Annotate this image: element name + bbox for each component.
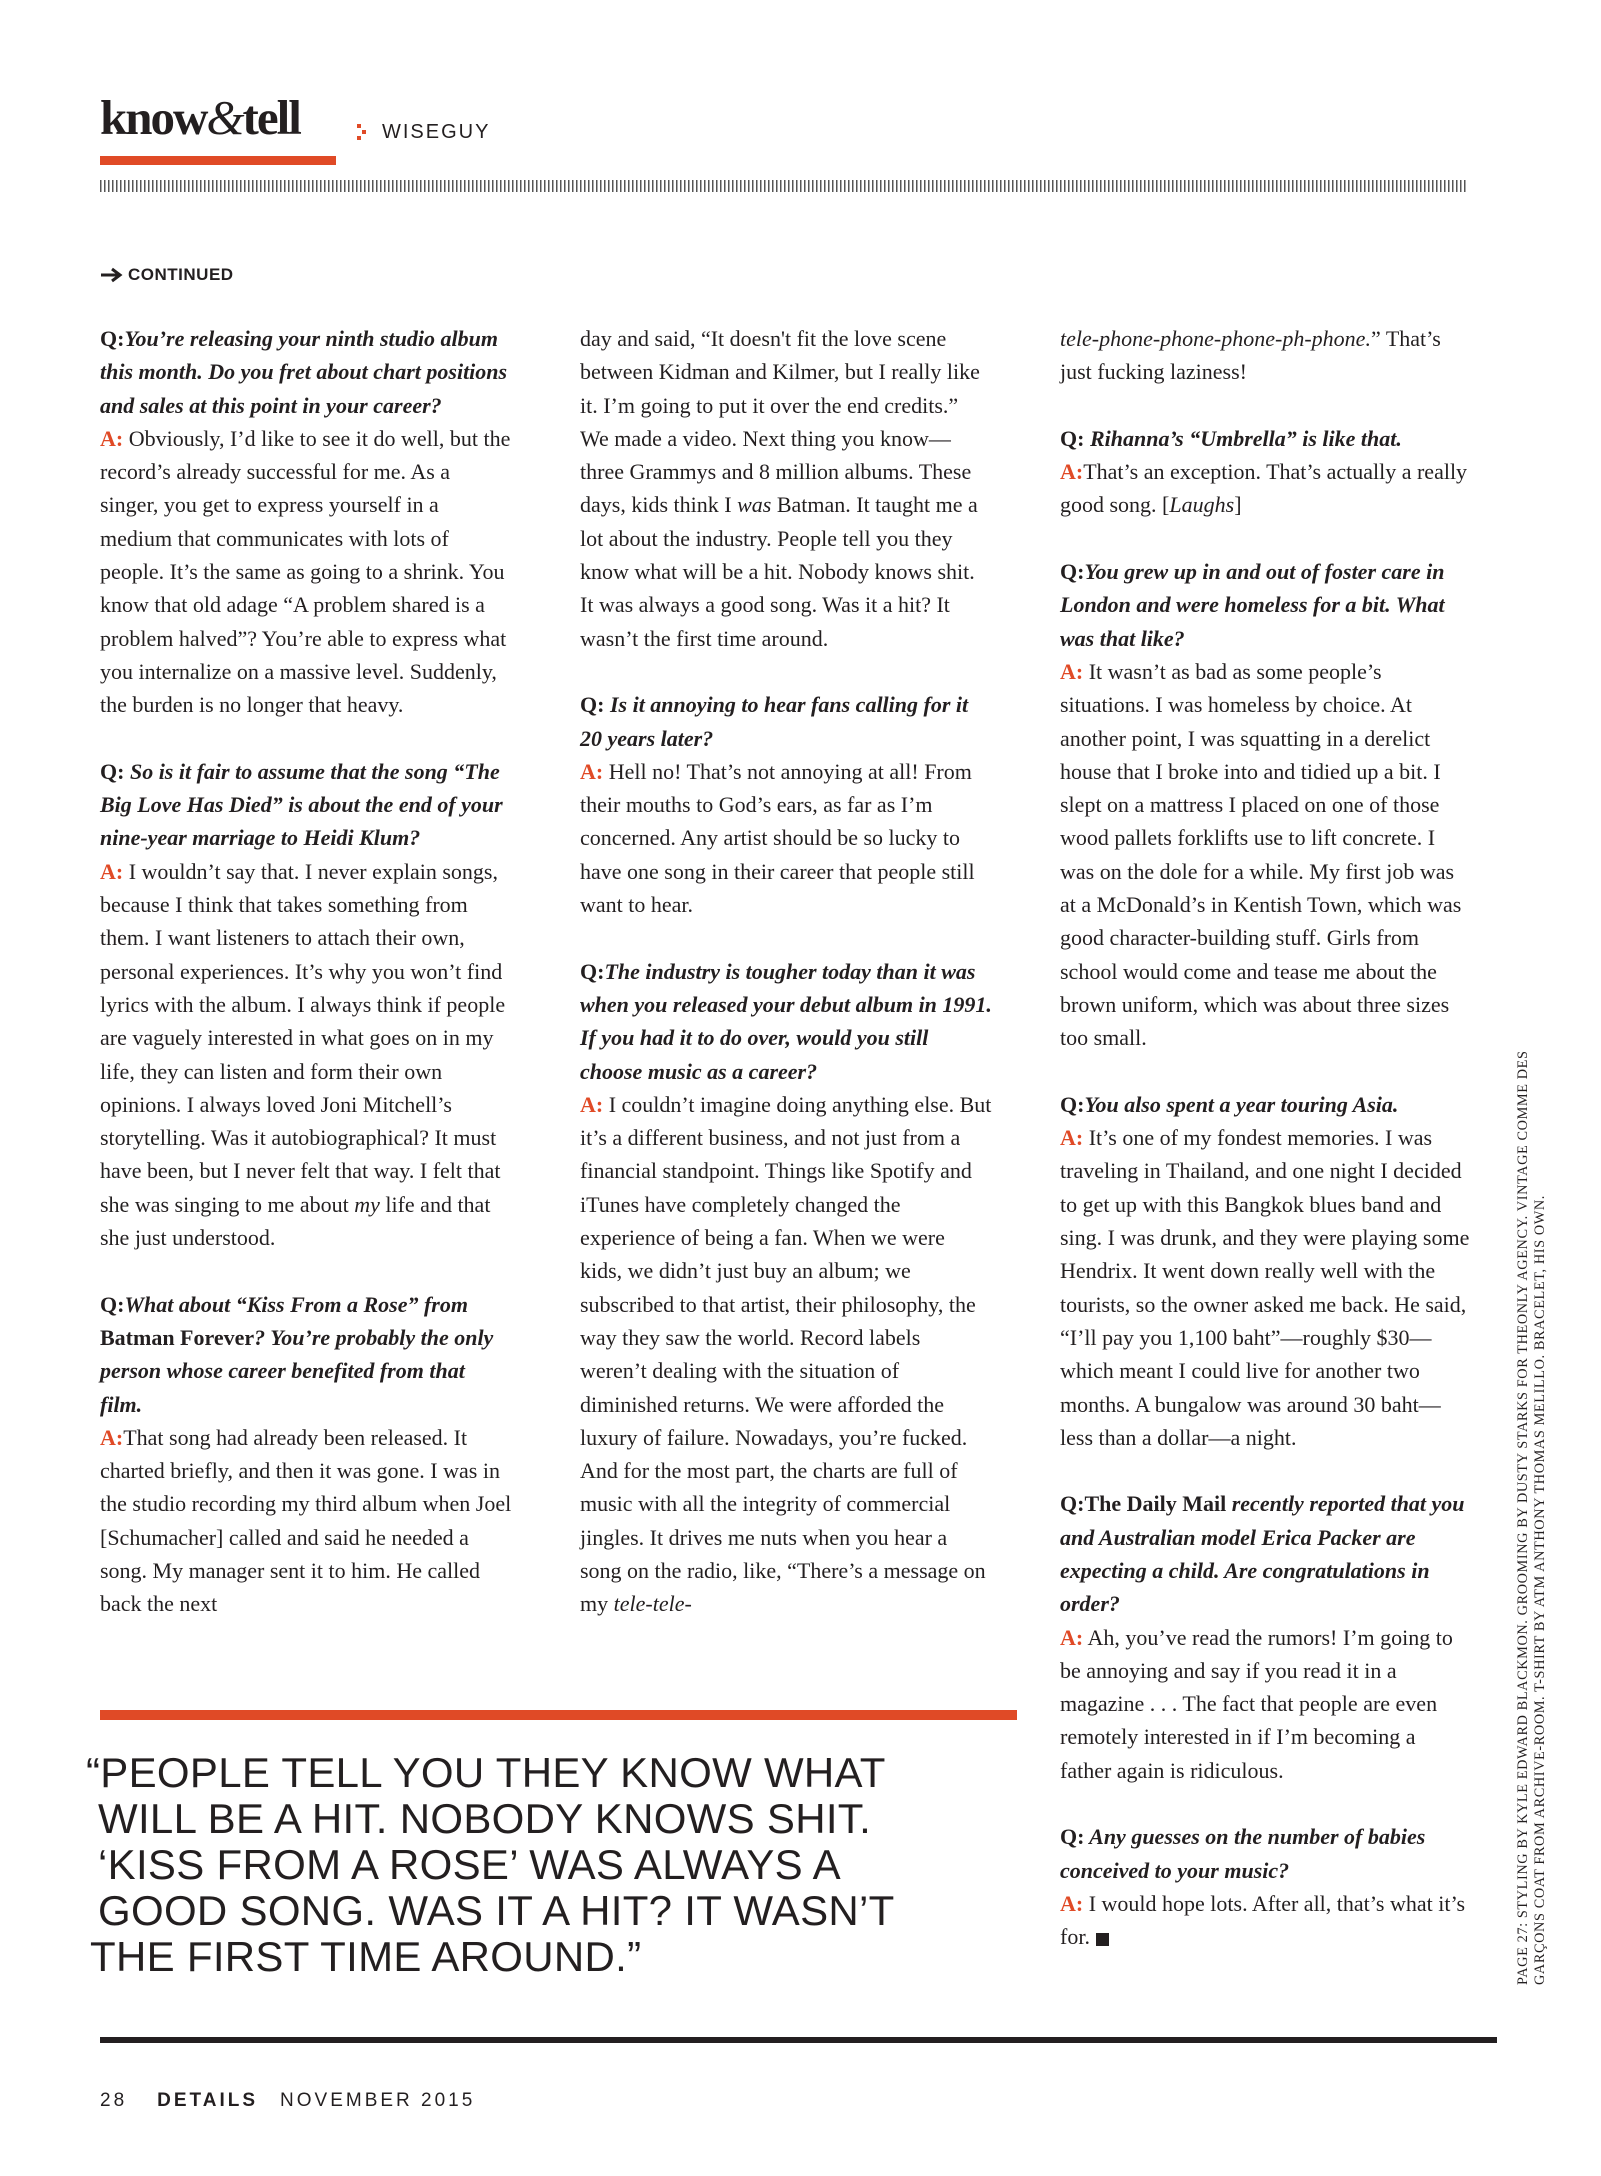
issue-date: NOVEMBER 2015	[280, 2090, 476, 2111]
logo-underline	[100, 156, 336, 165]
pull-quote-line: “PEOPLE TELL YOU THEY KNOW WHAT	[86, 1749, 886, 1796]
section-arrow-icon	[357, 122, 371, 142]
pull-quote-rule	[100, 1710, 1017, 1720]
question-7: Q:You grew up in and out of foster care in London and were homeless for a bit. What was that like?	[1060, 559, 1445, 651]
question-3: Q:What about “Kiss From a Rose” from Batman Forever? You’re probably the only person whose career benefited from that film.	[100, 1291, 494, 1417]
answer-3: A:That song had already been released. It charted briefly, and then it was gone. I was in the studio recording my third album when Joel [Schumacher] called and said he needed a song. My manager sent it to him. He called back the next	[100, 1424, 512, 1617]
pull-quote-line: GOOD SONG. WAS IT A HIT? IT WASN’T	[98, 1887, 895, 1934]
pull-quote-line: THE FIRST TIME AROUND.”	[90, 1933, 642, 1980]
answer-2: A: I wouldn’t say that. I never explain songs, because I think that takes something from them. I want listeners to attach their own, personal experiences. It’s why you won’t find lyrics with the album. I always think if people are vaguely interested in what goes on in my life, they can listen and form their own opinions. I always loved Joni Mitchell’s storytelling. Was it autobiographical? It must have been, but I never felt that way. I felt that she was singing to me about my life and that she just understood.	[100, 858, 506, 1251]
continued-text: CONTINUED	[128, 265, 234, 284]
article-column-3	[1060, 322, 1472, 1954]
answer-9: A: Ah, you’ve read the rumors! I’m going to be annoying and say if you read it in a magazine . . . The fact that people are even remotely interested in if I’m becoming a father again is ridiculous.	[1060, 1624, 1453, 1783]
page-footer	[100, 2090, 475, 2112]
answer-10: A: I would hope lots. After all, that’s what it’s for.	[1060, 1890, 1466, 1950]
magazine-name: DETAILS	[157, 2090, 259, 2111]
answer-5: A: I couldn’t imagine doing anything else. But it’s a different business, and not just from a financial standpoint. Things like Spotify and iTunes have completely changed the experience of being a fan. When we were kids, we didn’t just buy an album; we subscribed to that artist, their philosophy, the way they saw the world. Record labels weren’t dealing with the situation of diminished returns. We were afforded the luxury of failure. Nowadays, you’re fucked. And for the most part, the charts are full of music with all the integrity of commercial jingles. It drives me nuts when you hear a song on the radio, like, “There’s a message on my tele-tele-	[580, 1091, 992, 1617]
photo-credit: PAGE 27: STYLING BY KYLE EDWARD BLACKMON. GROOMING BY DUSTY STARKS FOR THEONLY AGENCY. VINTAGE COMME DES GARÇONS COAT FROM ARCHIVE-ROOM. T-SHIRT BY ATM ANTHONY THOMAS MELILLO. BRACELET, HIS OWN.	[1515, 1050, 1548, 1985]
logo-ampersand: &	[206, 90, 243, 145]
question-8: Q:You also spent a year touring Asia.	[1060, 1091, 1399, 1117]
question-2: Q: So is it fair to assume that the song “The Big Love Has Died” is about the end of your nine-year marriage to Heidi Klum?	[100, 758, 503, 851]
footer-rule	[100, 2037, 1497, 2043]
logo-word-tell: tell	[242, 90, 300, 145]
answer-3-continued: day and said, “It doesn't fit the love scene between Kidman and Kilmer, but I really like it. I’m going to put it over the end credits.” We made a video. Next thing you know—three Grammys and 8 million albums. These days, kids think I was Batman. It taught me a lot about the industry. People tell you they know what will be a hit. Nobody knows shit. It was always a good song. Was it a hit? It wasn’t the first time around.	[580, 326, 980, 651]
answer-8: A: It’s one of my fondest memories. I was traveling in Thailand, and one night I decided to get up with this Bangkok blues band and sing. I was drunk, and they were playing some Hendrix. It went down really well with the tourists, so the owner asked me back. He said, “I’ll pay you 1,100 baht”—roughly $30—which meant I could live for another two months. A bungalow was around 30 baht—less than a dollar—a night.	[1060, 1125, 1470, 1450]
end-mark-icon	[1096, 1933, 1109, 1946]
article-column-1	[100, 322, 512, 1621]
question-10: Q: Any guesses on the number of babies conceived to your music?	[1060, 1824, 1426, 1883]
continued-label	[100, 265, 234, 285]
page-number: 28	[100, 2090, 128, 2111]
answer-7: A: It wasn’t as bad as some people’s situations. I was homeless by choice. At another point, I was squatting in a derelict house that I broke into and tidied up a bit. I slept on a mattress I placed on one of those wood pallets forklifts use to lift concrete. I was on the dole for a while. My first job was at a McDonald’s in Kentish Town, which was good character-building stuff. Girls from school would come and tease me about the brown uniform, which was about three sizes too small.	[1060, 658, 1462, 1051]
answer-1: A: Obviously, I’d like to see it do well, but the record’s already successful for me. As a singer, you get to express yourself in a medium that communicates with lots of people. It’s the same as going to a shrink. You know that old adage “A problem shared is a problem halved”? You’re able to express what you internalize on a massive level. Suddenly, the burden is no longer that heavy.	[100, 425, 511, 718]
section-name: WISEGUY	[382, 121, 491, 143]
logo-word-know: know	[100, 90, 207, 145]
question-1: Q:You’re releasing your ninth studio album this month. Do you fret about chart positions and sales at this point in your career?	[100, 326, 508, 418]
question-4: Q: Is it annoying to hear fans calling for it 20 years later?	[580, 692, 969, 751]
article-column-2	[580, 322, 992, 1621]
header-tick-rule	[100, 180, 1467, 192]
answer-4: A: Hell no! That’s not annoying at all! From their mouths to God’s ears, as far as I’m concerned. Any artist should be so lucky to have one song in their career that people still want to hear.	[580, 758, 975, 918]
question-9: Q:The Daily Mail recently reported that you and Australian model Erica Packer are expecting a child. Are congratulations in order?	[1060, 1491, 1465, 1617]
arrow-right-icon	[100, 267, 124, 283]
answer-6: A:That’s an exception. That’s actually a really good song. [Laughs]	[1060, 459, 1468, 518]
question-6: Q: Rihanna’s “Umbrella” is like that.	[1060, 425, 1402, 451]
section-logo	[100, 90, 300, 145]
pull-quote-line: WILL BE A HIT. NOBODY KNOWS SHIT.	[98, 1795, 872, 1842]
pull-quote-line: ‘KISS FROM A ROSE’ WAS ALWAYS A	[98, 1841, 841, 1888]
question-5: Q:The industry is tougher today than it was when you released your debut album in 1991. If you had it to do over, would you still choose music as a career?	[580, 958, 992, 1084]
answer-5-continued: tele-phone-phone-phone-ph-phone.” That’s just fucking laziness!	[1060, 326, 1441, 385]
pull-quote	[86, 1750, 1036, 1980]
